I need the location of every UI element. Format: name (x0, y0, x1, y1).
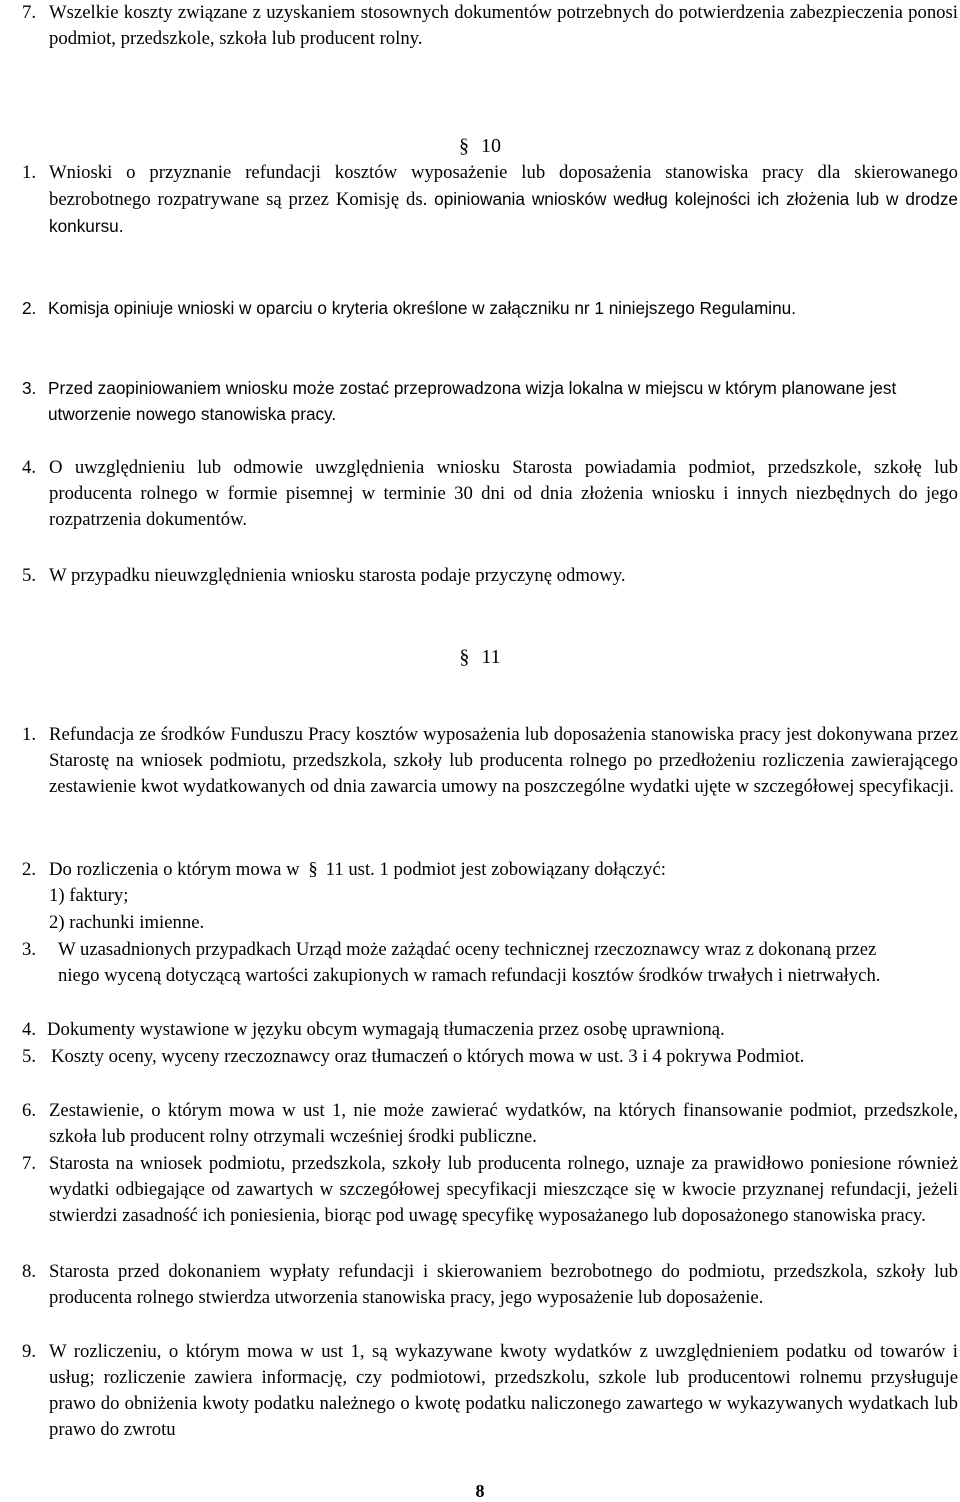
item-text: W uzasadnionych przypadkach Urząd może zażądać oceny technicznej rzeczoznawcy wraz z dokonaną przez niego wyceną dotyczącą wartości zakupionych w ramach refundacji kosztów środków trwałych i nietrwałych. (58, 939, 881, 986)
s11-item-6 (22, 1098, 958, 1150)
item-number: 1. (22, 724, 37, 745)
item-text-serif: Wnioski o przyznanie refundacji kosztów wyposażenie lub doposażenia stanowiska pracy dla skierowanego bezrobotnego rozpatrywane są przez Komisję ds. (49, 162, 958, 210)
s11-item-9 (22, 1339, 958, 1443)
item-number: 2. (22, 298, 37, 318)
item-number: 5. (22, 565, 37, 586)
section-number: 11 (481, 646, 501, 668)
item-text: Dokumenty wystawione w języku obcym wymagają tłumaczenia przez osobę uprawnioną. (47, 1019, 725, 1040)
s10-item-1 (22, 160, 958, 240)
s10-item-3 (22, 375, 958, 427)
item-number: 4. (22, 457, 37, 478)
item-text: Komisja opiniuje wnioski w oparciu o kryteria określone w załączniku nr 1 niniejszego Regulaminu. (48, 298, 797, 318)
item-number: 4. (22, 1019, 37, 1040)
item-number: 2. (22, 859, 37, 880)
item-text: Refundacja ze środków Funduszu Pracy kosztów wyposażenia lub doposażenia stanowiska pracy jest dokonywana przez Starostę na wniosek podmiotu, przedszkola, szkoły lub producenta rolnego po przedłożeniu rozliczenia zawierającego zestawienie kwot wydatkowanych od dnia zawarcia umowy na poszczególne wydatki ujęte w szczegółowej specyfikacji. (49, 724, 958, 797)
item-number: 8. (22, 1261, 37, 1282)
item-text: W rozliczeniu, o którym mowa w ust 1, są wykazywane kwoty wydatków z uwzględnieniem podatku od towarów i usług; rozliczenie zawiera informację, czy podmiotowi, przedszkolu, szkole lub producentowi rolnemu przysługuje prawo do obniżenia kwoty podatku należnego o kwotę podatku naliczonego zawartego w wykazywanych wydatkach lub prawo do zwrotu (49, 1341, 958, 1440)
s11-item-2 (22, 857, 958, 883)
s11-item-5 (22, 1044, 958, 1070)
s10-item-4 (22, 455, 958, 533)
item-text: W przypadku nieuwzględnienia wniosku starosta podaje przyczynę odmowy. (49, 565, 626, 586)
item-text-sans: opiniowania wniosków według kolejności ich złożenia lub w drodze konkursu. (49, 189, 958, 236)
s11-item-4 (22, 1017, 958, 1043)
s10-item-5 (22, 563, 958, 589)
item-text: Wszelkie koszty związane z uzyskaniem stosownych dokumentów potrzebnych do potwierdzenia zabezpieczenia ponosi podmiot, przedszkole, szkoła lub producent rolny. (49, 2, 958, 49)
item-text: O uwzględnieniu lub odmowie uwzględnienia wniosku Starosta powiadamia podmiot, przedszkole, szkołę lub producenta rolnego w formie pisemnej w terminie 30 dni od dnia złożenia wniosku i innych niezbędnych do jego rozpatrzenia dokumentów. (49, 457, 958, 530)
item-text (49, 160, 958, 240)
item-text: Przed zaopiniowaniem wniosku może zostać przeprowadzona wizja lokalna w miejscu w którym planowane jest utworzenie nowego stanowiska pracy. (48, 378, 897, 424)
item-text: Do rozliczenia o którym mowa w § 11 ust. 1 podmiot jest zobowiązany dołączyć: (49, 859, 666, 880)
section-heading-10 (0, 133, 960, 159)
section-symbol: § (459, 135, 469, 157)
s11-item-7 (22, 1151, 958, 1229)
item-text: Zestawienie, o którym mowa w ust 1, nie może zawierać wydatków, na których finansowanie podmiot, przedszkole, szkoła lub producent rolny otrzymali wcześniej środki publiczne. (49, 1100, 958, 1147)
s10-item-2 (22, 295, 958, 321)
section-symbol: § (459, 646, 470, 668)
item-text: Koszty oceny, wyceny rzeczoznawcy oraz tłumaczeń o których mowa w ust. 3 i 4 pokrywa Podmiot. (51, 1046, 805, 1067)
item-number: 3. (22, 939, 37, 960)
paragraph-7 (22, 0, 958, 52)
page-number: 8 (475, 1481, 485, 1501)
item-number: 7. (22, 2, 37, 23)
item-number: 1. (22, 162, 37, 183)
s11-item-8 (22, 1259, 958, 1311)
item-number: 3. (22, 378, 37, 398)
item-number: 5. (22, 1046, 37, 1067)
section-symbol: § (308, 859, 318, 880)
item-number: 7. (22, 1153, 37, 1174)
section-heading-11 (0, 644, 960, 670)
item-number: 6. (22, 1100, 37, 1121)
item-number: 9. (22, 1341, 37, 1362)
item-text: Starosta na wniosek podmiotu, przedszkola, szkoły lub producenta rolnego, uznaje za prawidłowo poniesione również wydatki odbiegające od zawartych w szczegółowej specyfikacji mieszczące się w kwocie przyznanej refundacji, jeżeli stwierdzi zasadność ich poniesienia, biorąc pod uwagę specyfikę wyposażanego lub doposażonego stanowiska pracy. (49, 1153, 958, 1226)
s11-item-3 (22, 937, 958, 989)
s11-item-2-subitem-2: 2) rachunki imienne. (49, 912, 205, 933)
s11-item-2-subitem-1: 1) faktury; (49, 885, 129, 906)
s11-item-1 (22, 722, 958, 800)
item-text: Starosta przed dokonaniem wypłaty refundacji i skierowaniem bezrobotnego do podmiotu, przedszkola, szkoły lub producenta rolnego stwierdza utworzenia stanowiska pracy, jego wyposażenie lub doposażenie. (49, 1261, 958, 1308)
section-number: 10 (481, 135, 501, 157)
